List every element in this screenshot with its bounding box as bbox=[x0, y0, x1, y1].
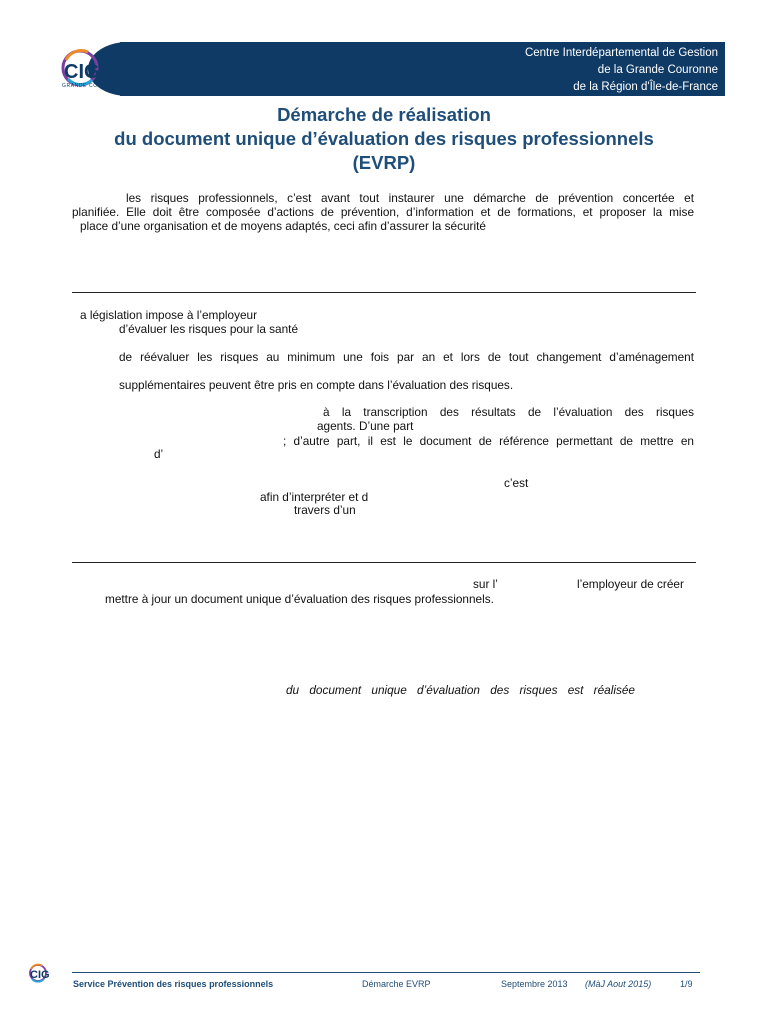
intro-line-3: place d’une organisation et de moyens adaptés, ceci afin d’assurer la sécurité bbox=[80, 219, 486, 233]
title-line-1: Démarche de réalisation bbox=[277, 104, 491, 125]
org-line-3: de la Région d'Île-de-France bbox=[573, 81, 718, 93]
section1-line-9: c’est bbox=[504, 476, 529, 490]
section1-line-5: à la transcription des résultats de l’évaluation des risques bbox=[323, 405, 694, 419]
org-line-1: Centre Interdépartemental de Gestion bbox=[524, 47, 718, 59]
title-line-2: du document unique d’évaluation des risques professionnels bbox=[114, 128, 654, 149]
footer-service: Service Prévention des risques professionnels bbox=[73, 979, 274, 989]
logo-subtext: GRANDE COURONNE bbox=[62, 83, 123, 89]
title-line-3: (EVRP) bbox=[352, 152, 416, 173]
organization-name bbox=[525, 45, 718, 96]
section2-line-3: du document unique d’évaluation des risques est réalisée bbox=[286, 683, 635, 697]
section1-line-8: d’ bbox=[154, 447, 164, 461]
section1-line-3: de réévaluer les risques au minimum une fois par an et lors de tout changement d’aménagement bbox=[119, 350, 694, 364]
section-divider-1 bbox=[72, 292, 696, 293]
section1-line-7: ; d’autre part, il est le document de référence permettant de mettre en bbox=[283, 434, 694, 448]
footer-logo bbox=[26, 962, 64, 984]
section1-line-11: travers d’un bbox=[294, 503, 356, 517]
section1-line-6: agents. D’une part bbox=[317, 419, 414, 433]
footer-page-number: 1/9 bbox=[680, 979, 693, 989]
section1-line-1: a législation impose à l’employeur bbox=[80, 308, 258, 322]
section1-line-10: afin d’interpréter et d bbox=[260, 490, 369, 504]
section2-line-1a: sur l’ bbox=[473, 577, 498, 591]
footer-rule bbox=[72, 972, 700, 973]
footer-doc-title: Démarche EVRP bbox=[362, 979, 431, 989]
section-divider-2 bbox=[72, 562, 696, 563]
section1-line-4: supplémentaires peuvent être pris en compte dans l’évaluation des risques. bbox=[119, 378, 514, 392]
section2-line-1b: l’employeur de créer bbox=[577, 577, 684, 591]
footer-date: Septembre 2013 bbox=[501, 979, 568, 989]
intro-line-1: les risques professionnels, c’est avant tout instaurer une démarche de prévention concertée et bbox=[126, 191, 694, 205]
intro-line-2: planifiée. Elle doit être composée d’actions de prévention, d’information et de formations, et proposer la mise bbox=[72, 205, 694, 219]
footer-logo-text: CIG bbox=[30, 969, 50, 981]
footer-update: (MàJ Aout 2015) bbox=[585, 979, 652, 989]
logo-text: CIG bbox=[64, 61, 100, 83]
org-line-2: de la Grande Couronne bbox=[597, 64, 718, 76]
section2-line-2: mettre à jour un document unique d’évaluation des risques professionnels. bbox=[105, 592, 494, 606]
section1-line-2: d’évaluer les risques pour la santé bbox=[119, 322, 299, 336]
